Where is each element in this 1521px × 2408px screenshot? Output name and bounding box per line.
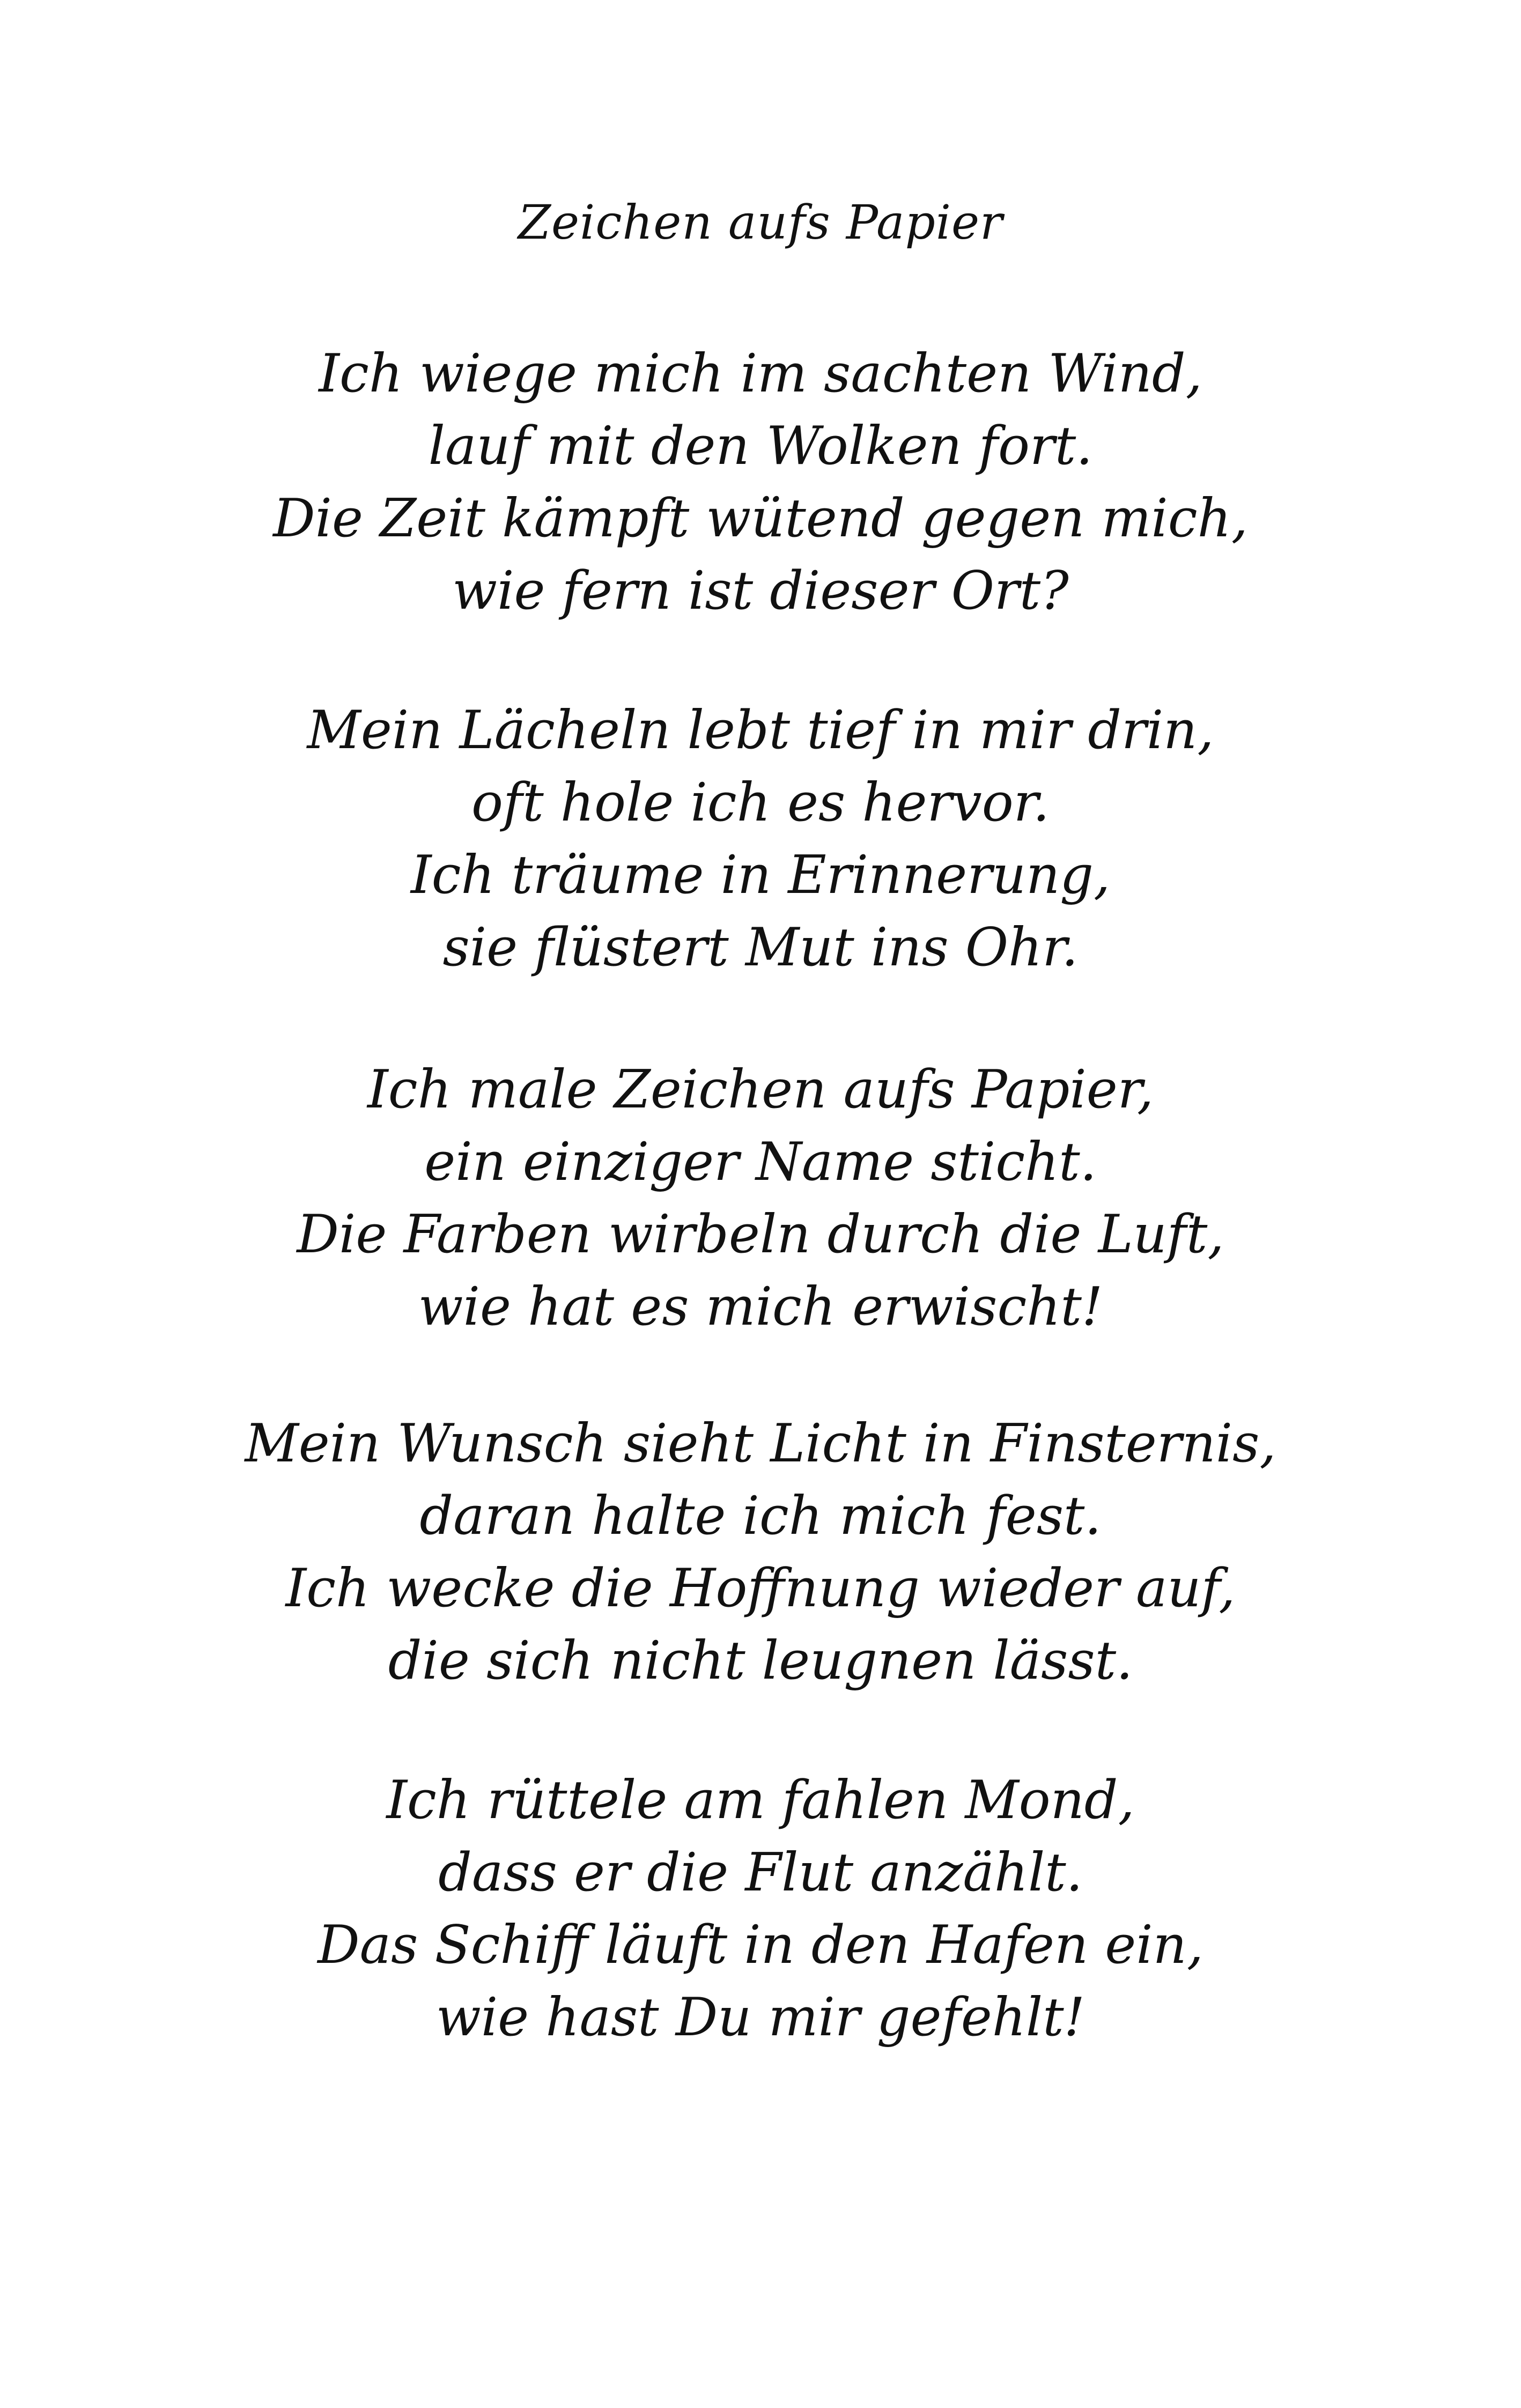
- stanza-1: [0, 338, 1521, 627]
- poem-line: ein einziger Name sticht.: [424, 1132, 1097, 1193]
- stanza-2: [0, 695, 1521, 984]
- poem-line: Die Zeit kämpft wütend gegen mich,: [273, 488, 1248, 549]
- stanza-4: [0, 1408, 1521, 1697]
- poem-title: Zeichen aufs Papier: [518, 195, 1003, 250]
- poem-line: Ich male Zeichen aufs Papier,: [367, 1059, 1154, 1120]
- poem-line: die sich nicht leugnen lässt.: [388, 1630, 1133, 1691]
- poem-line: wie hat es mich erwischt!: [418, 1276, 1103, 1338]
- stanza-3: [0, 1054, 1521, 1343]
- poem-line: Mein Lächeln lebt tief in mir drin,: [307, 700, 1214, 761]
- poem-line: Ich träume in Erinnerung,: [410, 845, 1111, 906]
- poem-line: lauf mit den Wolken fort.: [428, 416, 1093, 477]
- poem-line: Mein Wunsch sieht Licht in Finsternis,: [245, 1413, 1276, 1474]
- poem-line: daran halte ich mich fest.: [419, 1486, 1102, 1547]
- poem-line: sie flüstert Mut ins Ohr.: [442, 917, 1079, 978]
- poem-line: Ich wiege mich im sachten Wind,: [319, 343, 1202, 404]
- stanza-5: [0, 1764, 1521, 2054]
- poem-line: Die Farben wirbeln durch die Luft,: [297, 1204, 1224, 1265]
- poem-line: Das Schiff läuft in den Hafen ein,: [318, 1915, 1203, 1976]
- poem-line: oft hole ich es hervor.: [471, 772, 1050, 833]
- poem-line: wie fern ist dieser Ort?: [452, 560, 1069, 622]
- poem-line: Ich rüttele am fahlen Mond,: [386, 1770, 1135, 1831]
- poem-line: Ich wecke die Hoffnung wieder auf,: [285, 1558, 1236, 1619]
- poem-line: dass er die Flut anzählt.: [438, 1842, 1083, 1903]
- poem-line: wie hast Du mir gefehlt!: [435, 1987, 1086, 2048]
